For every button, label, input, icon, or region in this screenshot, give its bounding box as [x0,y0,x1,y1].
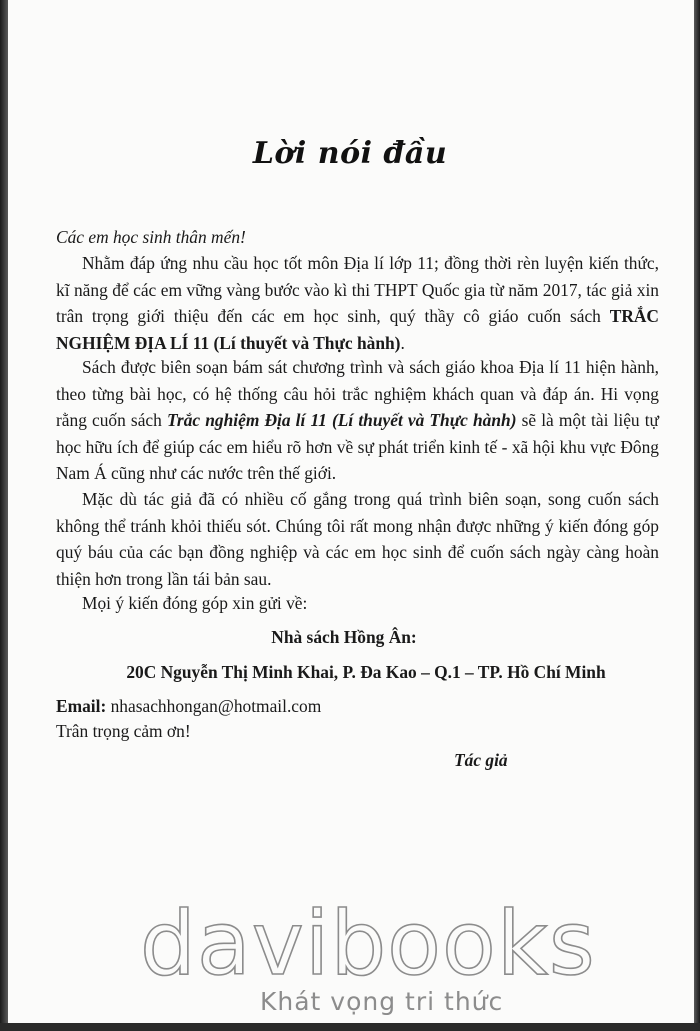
watermark-brand: davibooks [140,892,596,995]
paragraph-description-text: Sách được biên soạn bám sát chương trình và sách giáo khoa Địa lí 11 hiện hành, theo từng bài học, có hệ thống câu hỏi trắc nghiệm khách quan và đáp án. Hi vọng rằng cuốn sách [56,357,659,430]
page-title: Lời nói đầu [252,136,448,171]
shop-name: Nhà sách Hồng Ân: [271,627,417,647]
contact-intro [56,590,659,617]
greeting: Các em học sinh thân mến! [56,227,246,247]
email-value: nhasachhongan@hotmail.com [110,696,322,716]
page-edge-bottom [0,1023,700,1031]
paragraph-intro-end: . [400,332,405,353]
watermark-slogan: Khát vọng tri thức [260,987,504,1016]
author-signature: Tác giả [454,750,508,770]
paragraph-description [56,354,659,487]
thanks-text: Trân trọng cảm ơn! [56,721,191,741]
paragraph-intro [56,250,659,356]
paragraph-apology [56,486,659,592]
paragraph-apology-text: Mặc dù tác giả đã có nhiều cố gắng trong quá trình biên soạn, song cuốn sách không thể tránh khỏi thiếu sót. Chúng tôi rất mong nhận được những ý kiến đóng góp quý báu của các bạn đồng nghiệp và các em học sinh để cuốn sách ngày càng hoàn thiện hơn trong lần tái bản sau. [56,489,659,589]
book-title-italic: Trắc nghiệm Địa lí 11 (Lí thuyết và Thực hành) [166,410,517,430]
paragraph-intro-text: Nhằm đáp ứng nhu cầu học tốt môn Địa lí lớp 11; đồng thời rèn luyện kiến thức, kĩ năng để các em vững vàng bước vào kì thi THPT Quốc gia từ năm 2017, tác giả xin trân trọng giới thiệu đến các em học sinh, quý thầy cô giáo cuốn sách [56,253,659,326]
paragraph-description-end: sẽ là một tài liệu tự học hữu ích để giúp các em hiểu rõ hơn về sự phát triển kinh tế - xã hội khu vực Đông Nam Á cũng như các nước trên thế giới. [56,410,659,483]
email-row [56,696,321,717]
email-label: Email: [56,696,107,716]
contact-intro-text: Mọi ý kiến đóng góp xin gửi về: [82,593,308,613]
shop-address: 20C Nguyễn Thị Minh Khai, P. Đa Kao – Q.1 – TP. Hồ Chí Minh [126,662,606,682]
book-title-bold: TRẮC NGHIỆM ĐỊA LÍ 11 (Lí thuyết và Thực hành) [56,306,659,353]
